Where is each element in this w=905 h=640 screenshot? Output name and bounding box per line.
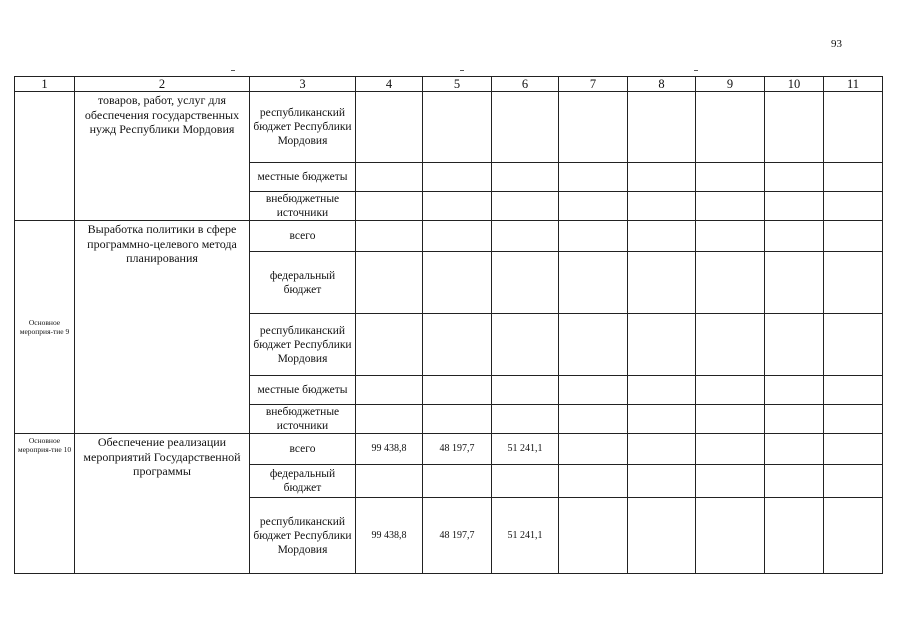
value-cell bbox=[765, 434, 824, 465]
value-cell bbox=[492, 252, 559, 314]
value-cell bbox=[824, 498, 883, 574]
activity-label-cell: Основное мероприя-тие 10 bbox=[15, 434, 75, 574]
value-cell: 99 438,8 bbox=[356, 434, 423, 465]
value-cell bbox=[356, 314, 423, 376]
value-cell bbox=[559, 163, 628, 192]
value-cell bbox=[423, 405, 492, 434]
value-cell bbox=[824, 163, 883, 192]
value-cell bbox=[765, 314, 824, 376]
table-row bbox=[15, 221, 883, 252]
value-cell: 51 241,1 bbox=[492, 498, 559, 574]
value-cell bbox=[765, 163, 824, 192]
value-cell bbox=[696, 314, 765, 376]
value-cell bbox=[423, 252, 492, 314]
value-cell bbox=[696, 376, 765, 405]
source-cell: всего bbox=[250, 221, 356, 252]
value-cell bbox=[559, 221, 628, 252]
value-cell bbox=[423, 163, 492, 192]
value-cell bbox=[356, 92, 423, 163]
value-cell bbox=[423, 376, 492, 405]
value-cell bbox=[492, 163, 559, 192]
column-header: 2 bbox=[75, 77, 250, 92]
value-cell bbox=[824, 221, 883, 252]
source-cell: республиканский бюджет Республики Мордовия bbox=[250, 92, 356, 163]
value-cell: 48 197,7 bbox=[423, 434, 492, 465]
value-cell bbox=[824, 376, 883, 405]
value-cell bbox=[559, 92, 628, 163]
column-header: 8 bbox=[628, 77, 696, 92]
value-cell bbox=[765, 252, 824, 314]
source-cell: республиканский бюджет Республики Мордовия bbox=[250, 314, 356, 376]
value-cell bbox=[356, 192, 423, 221]
value-cell bbox=[423, 221, 492, 252]
value-cell bbox=[696, 163, 765, 192]
value-cell bbox=[628, 221, 696, 252]
scan-mark bbox=[231, 70, 235, 71]
description-cell: Обеспечение реализации мероприятий Государственной программы bbox=[75, 434, 250, 574]
value-cell bbox=[628, 465, 696, 498]
source-cell: республиканский бюджет Республики Мордовия bbox=[250, 498, 356, 574]
header-row bbox=[15, 77, 883, 92]
column-header: 10 bbox=[765, 77, 824, 92]
value-cell bbox=[559, 405, 628, 434]
value-cell bbox=[628, 252, 696, 314]
value-cell bbox=[356, 465, 423, 498]
value-cell bbox=[824, 405, 883, 434]
value-cell bbox=[628, 498, 696, 574]
value-cell bbox=[356, 376, 423, 405]
source-cell: федеральный бюджет bbox=[250, 252, 356, 314]
value-cell bbox=[628, 405, 696, 434]
value-cell bbox=[559, 192, 628, 221]
value-cell bbox=[423, 465, 492, 498]
value-cell: 48 197,7 bbox=[423, 498, 492, 574]
scan-mark bbox=[694, 70, 698, 71]
value-cell bbox=[628, 376, 696, 405]
value-cell bbox=[356, 405, 423, 434]
value-cell bbox=[628, 192, 696, 221]
value-cell bbox=[492, 192, 559, 221]
value-cell bbox=[696, 252, 765, 314]
value-cell bbox=[765, 192, 824, 221]
value-cell bbox=[628, 434, 696, 465]
value-cell bbox=[696, 405, 765, 434]
value-cell bbox=[696, 92, 765, 163]
value-cell bbox=[559, 252, 628, 314]
activity-label-cell bbox=[15, 92, 75, 221]
column-header: 4 bbox=[356, 77, 423, 92]
value-cell bbox=[423, 92, 492, 163]
value-cell bbox=[559, 465, 628, 498]
value-cell: 99 438,8 bbox=[356, 498, 423, 574]
description-cell: Выработка политики в сфере программно-целевого метода планирования bbox=[75, 221, 250, 434]
column-header: 7 bbox=[559, 77, 628, 92]
activity-label-cell: Основное мероприя-тие 9 bbox=[15, 221, 75, 434]
column-header: 5 bbox=[423, 77, 492, 92]
value-cell bbox=[423, 192, 492, 221]
value-cell bbox=[824, 252, 883, 314]
column-header: 9 bbox=[696, 77, 765, 92]
value-cell bbox=[696, 192, 765, 221]
value-cell bbox=[356, 221, 423, 252]
value-cell bbox=[628, 92, 696, 163]
source-cell: внебюджетные источники bbox=[250, 405, 356, 434]
table-row bbox=[15, 434, 883, 465]
value-cell bbox=[824, 92, 883, 163]
value-cell bbox=[492, 405, 559, 434]
source-cell: федеральный бюджет bbox=[250, 465, 356, 498]
value-cell bbox=[628, 314, 696, 376]
source-cell: внебюджетные источники bbox=[250, 192, 356, 221]
description-cell: товаров, работ, услуг для обеспечения государственных нужд Республики Мордовия bbox=[75, 92, 250, 221]
source-cell: всего bbox=[250, 434, 356, 465]
value-cell bbox=[492, 221, 559, 252]
column-header: 1 bbox=[15, 77, 75, 92]
value-cell bbox=[696, 221, 765, 252]
value-cell bbox=[765, 376, 824, 405]
value-cell bbox=[492, 465, 559, 498]
value-cell bbox=[559, 376, 628, 405]
scan-mark bbox=[460, 70, 464, 71]
value-cell bbox=[423, 314, 492, 376]
value-cell bbox=[696, 434, 765, 465]
column-header: 3 bbox=[250, 77, 356, 92]
column-header: 6 bbox=[492, 77, 559, 92]
value-cell bbox=[765, 92, 824, 163]
value-cell bbox=[824, 314, 883, 376]
value-cell bbox=[696, 465, 765, 498]
value-cell bbox=[765, 221, 824, 252]
value-cell bbox=[824, 192, 883, 221]
value-cell bbox=[356, 163, 423, 192]
value-cell bbox=[824, 434, 883, 465]
value-cell bbox=[765, 405, 824, 434]
budget-table bbox=[14, 76, 883, 574]
value-cell bbox=[559, 314, 628, 376]
table-row bbox=[15, 92, 883, 163]
page-number: 93 bbox=[831, 38, 842, 50]
value-cell bbox=[492, 314, 559, 376]
value-cell bbox=[356, 252, 423, 314]
value-cell bbox=[696, 498, 765, 574]
source-cell: местные бюджеты bbox=[250, 163, 356, 192]
value-cell bbox=[824, 465, 883, 498]
value-cell bbox=[765, 498, 824, 574]
column-header: 11 bbox=[824, 77, 883, 92]
value-cell bbox=[559, 498, 628, 574]
value-cell bbox=[559, 434, 628, 465]
source-cell: местные бюджеты bbox=[250, 376, 356, 405]
value-cell: 51 241,1 bbox=[492, 434, 559, 465]
value-cell bbox=[765, 465, 824, 498]
value-cell bbox=[492, 376, 559, 405]
value-cell bbox=[628, 163, 696, 192]
value-cell bbox=[492, 92, 559, 163]
